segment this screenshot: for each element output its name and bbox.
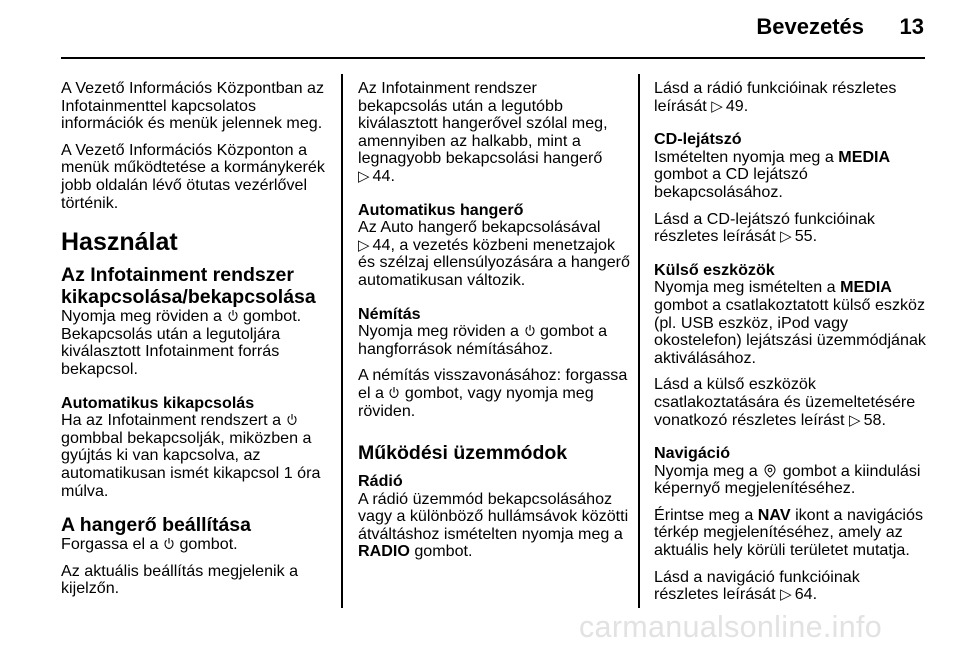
paragraph: Érintse meg a NAV ikont a navigációs térkép megjelenítéséhez, amely az aktuális hely körüli területet mutatja. bbox=[654, 505, 923, 560]
column-2 bbox=[358, 80, 630, 570]
column-divider-1 bbox=[341, 74, 343, 608]
page-ref-arrow-icon: ▷ bbox=[711, 97, 723, 115]
column-3 bbox=[654, 80, 928, 613]
page-ref[interactable]: 55. bbox=[794, 227, 818, 246]
page-ref[interactable]: 58. bbox=[863, 410, 886, 429]
paragraph: A Vezető Információs Központon a menük működtetése a kormánykerék jobb oldalán lévő ötutas vezérlővel történik. bbox=[61, 140, 325, 212]
paragraph: Nyomja meg ismételten a MEDIA gombot a csatlakoztatott külső eszköz (pl. USB eszköz, iPod vagy okostelefon) lejátszási üzemmódjának aktiválásához. bbox=[654, 278, 926, 367]
paragraph: Lásd a külső eszközök csatlakoztatására és üzemeltetésére vonatkozó részletes leírást ▷ 58. bbox=[654, 375, 916, 429]
page-ref[interactable]: 49. bbox=[725, 96, 749, 115]
heading-external-devices: Külső eszközök bbox=[654, 260, 775, 279]
power-knob-icon bbox=[287, 413, 297, 427]
paragraph: Nyomja meg röviden a gombot a hangforrások némításához. bbox=[358, 322, 608, 358]
heading-on-off: Az Infotainment rendszer kikapcsolása/bekapcsolása bbox=[61, 264, 316, 309]
paragraph: Lásd a CD-lejátszó funkcióinak részletes leírását ▷ 55. bbox=[654, 209, 875, 246]
column-divider-2 bbox=[638, 74, 640, 608]
paragraph: Nyomja meg a gombot a kiindulási képernyő megjelenítéséhez. bbox=[654, 461, 921, 498]
paragraph: Ha az Infotainment rendszert a gombbal bekapcsolják, miközben a gyújtás ki van kapcsolva, az automatikusan ismét kikapcsol 1 óra múlva. bbox=[61, 411, 321, 500]
media-key-label: MEDIA bbox=[840, 278, 892, 297]
paragraph: Lásd a navigáció funkcióinak részletes leírását ▷ 64. bbox=[654, 567, 860, 604]
page-ref-arrow-icon: ▷ bbox=[780, 586, 792, 604]
media-key-label: MEDIA bbox=[838, 147, 891, 166]
power-knob-icon bbox=[228, 309, 238, 323]
page-header-title: Bevezetés bbox=[756, 14, 864, 39]
page-ref-arrow-icon: ▷ bbox=[358, 167, 370, 185]
heading-volume: A hangerő beállítása bbox=[61, 514, 252, 537]
power-knob-icon bbox=[389, 386, 399, 400]
power-knob-icon bbox=[525, 324, 535, 338]
heading-auto-volume: Automatikus hangerő bbox=[358, 200, 524, 219]
paragraph: Forgassa el a gombot. bbox=[61, 535, 238, 554]
paragraph: Ismételten nyomja meg a MEDIA gombot a CD lejátszó bekapcsolásához. bbox=[654, 147, 891, 201]
page-ref[interactable]: 64. bbox=[794, 585, 818, 604]
paragraph: Lásd a rádió funkcióinak részletes leírását ▷ 49. bbox=[654, 79, 897, 115]
page-number: 13 bbox=[899, 14, 924, 39]
paragraph: Az Auto hangerő bekapcsolásával ▷ 44, a vezetés közbeni menetzajok és szélzaj ellensúlyozására a hangerő automatikusan változik. bbox=[358, 218, 630, 289]
paragraph: Nyomja meg röviden a gombot. Bekapcsolás után a legutoljára kiválasztott Infotainment forrás bekapcsol. bbox=[61, 307, 302, 378]
page-ref-arrow-icon: ▷ bbox=[358, 236, 370, 254]
page-ref-arrow-icon: ▷ bbox=[780, 228, 792, 246]
heading-auto-off: Automatikus kikapcsolás bbox=[61, 393, 255, 412]
paragraph: Az Infotainment rendszer bekapcsolás után a legutóbb kiválasztott hangerővel szólal meg, amennyiben az halkabb, mint a legnagyobb bekapcsolási hangerő ▷ 44. bbox=[358, 79, 608, 185]
radio-key-label: RADIO bbox=[358, 542, 410, 561]
heading-navigation: Navigáció bbox=[654, 444, 731, 463]
watermark: carmanualsonline.info bbox=[579, 610, 883, 644]
navigation-icon bbox=[763, 464, 777, 478]
section-heading-hasznalat: Használat bbox=[61, 228, 178, 257]
heading-radio: Rádió bbox=[358, 472, 403, 491]
paragraph: Az aktuális beállítás megjelenik a kijelzőn. bbox=[61, 561, 299, 598]
paragraph: A némítás visszavonásához: forgassa el a gombot, vagy nyomja meg röviden. bbox=[358, 366, 628, 420]
heading-cd-player: CD-lejátszó bbox=[654, 130, 742, 149]
header-rule bbox=[61, 57, 925, 59]
page-ref-arrow-icon: ▷ bbox=[849, 411, 861, 429]
power-knob-icon bbox=[164, 537, 174, 551]
paragraph: A Vezető Információs Központban az Infotainmenttel kapcsolatos információk és menük jelennek meg. bbox=[61, 79, 325, 133]
paragraph: A rádió üzemmód bekapcsolásához vagy a különböző hullámsávok közötti átváltáshoz ismételten nyomja meg a RADIO gombot. bbox=[358, 489, 629, 561]
heading-mute: Némítás bbox=[358, 304, 421, 323]
nav-key-label: NAV bbox=[757, 505, 791, 524]
heading-operating-modes: Működési üzemmódok bbox=[358, 442, 568, 465]
page-ref[interactable]: 44. bbox=[372, 166, 395, 185]
column-1 bbox=[61, 80, 333, 607]
